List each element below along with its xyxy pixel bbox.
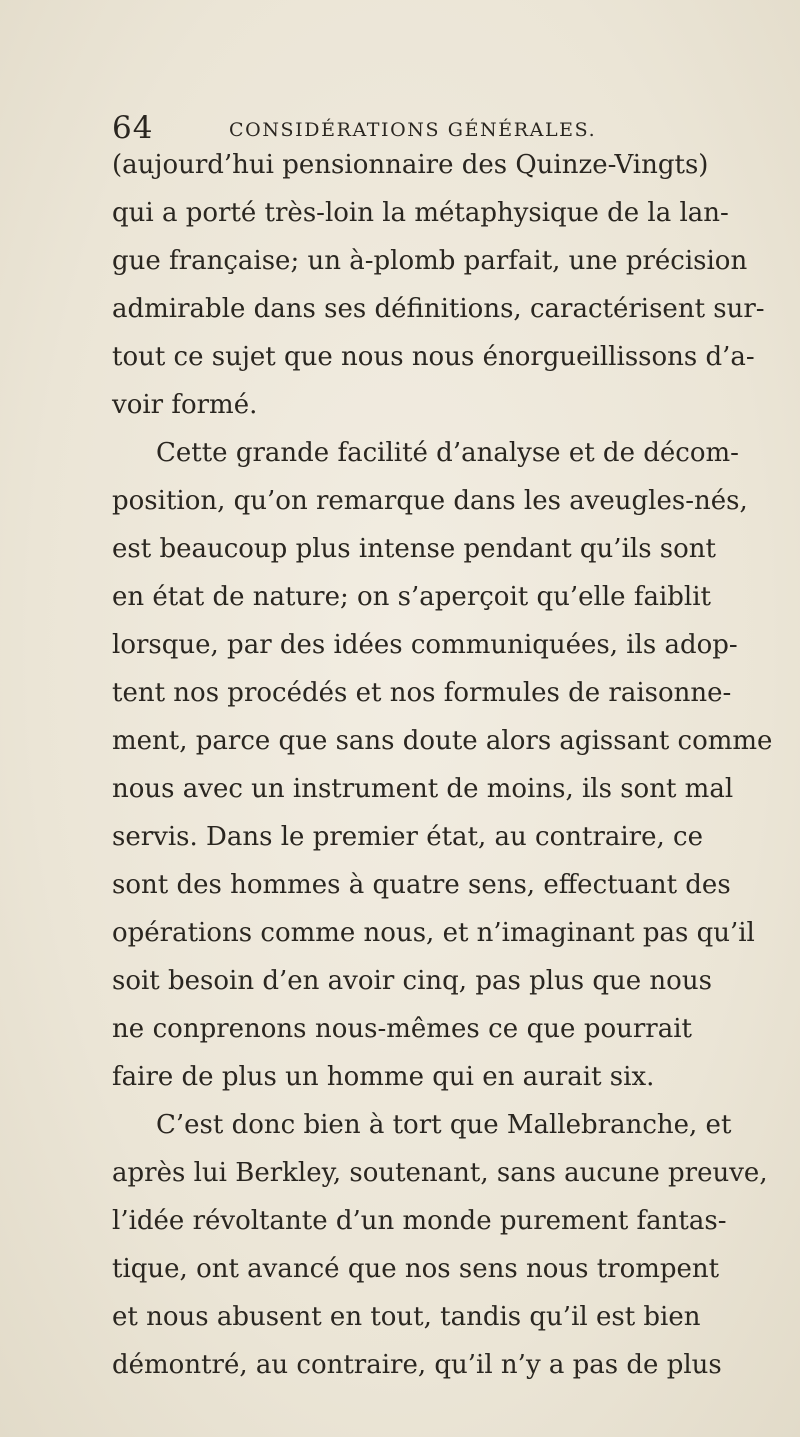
text-line: l’idée révoltante d’un monde purement fantas- (112, 1206, 727, 1236)
text-line: voir formé. (112, 390, 258, 420)
text-line: C’est donc bien à tort que Mallebranche, et (156, 1110, 732, 1140)
text-line: après lui Berkley, soutenant, sans aucune preuve, (112, 1158, 768, 1188)
page-number: 64 (112, 110, 154, 146)
text-line: tout ce sujet que nous nous énorgueillissons d’a- (112, 342, 755, 372)
text-line: et nous abusent en tout, tandis qu’il est bien (112, 1302, 701, 1332)
text-line: position, qu’on remarque dans les aveugles-nés, (112, 486, 748, 516)
text-line: admirable dans ses définitions, caractérisent sur- (112, 294, 765, 324)
paragraph-2 (112, 429, 773, 1101)
text-line: démontré, au contraire, qu’il n’y a pas de plus (112, 1350, 722, 1380)
text-line: lorsque, par des idées communiquées, ils adop- (112, 630, 738, 660)
text-line: en état de nature; on s’aperçoit qu’elle faiblit (112, 582, 711, 612)
text-line: ment, parce que sans doute alors agissant comme (112, 726, 773, 756)
text-line: est beaucoup plus intense pendant qu’ils sont (112, 534, 716, 564)
body-text (112, 141, 773, 1389)
text-line: tique, ont avancé que nos sens nous trompent (112, 1254, 720, 1284)
text-line: gue française; un à-plomb parfait, une précision (112, 246, 748, 276)
text-line: tent nos procédés et nos formules de raisonne- (112, 678, 732, 708)
text-line: nous avec un instrument de moins, ils sont mal (112, 774, 734, 804)
paragraph-3 (112, 1101, 768, 1389)
text-line: Cette grande facilité d’analyse et de décom- (156, 438, 739, 468)
text-line: servis. Dans le premier état, au contraire, ce (112, 822, 703, 852)
running-head: CONSIDÉRATIONS GÉNÉRALES. (229, 119, 597, 141)
text-line: (aujourd’hui pensionnaire des Quinze-Vingts) (112, 150, 709, 180)
text-line: faire de plus un homme qui en aurait six. (112, 1062, 655, 1092)
text-line: opérations comme nous, et n’imaginant pas qu’il (112, 918, 755, 948)
text-line: sont des hommes à quatre sens, effectuant des (112, 870, 731, 900)
text-line: soit besoin d’en avoir cinq, pas plus que nous (112, 966, 712, 996)
text-line: ne conprenons nous-mêmes ce que pourrait (112, 1014, 692, 1044)
text-line: qui a porté très-loin la métaphysique de la lan- (112, 198, 729, 228)
paragraph-1 (112, 141, 765, 429)
